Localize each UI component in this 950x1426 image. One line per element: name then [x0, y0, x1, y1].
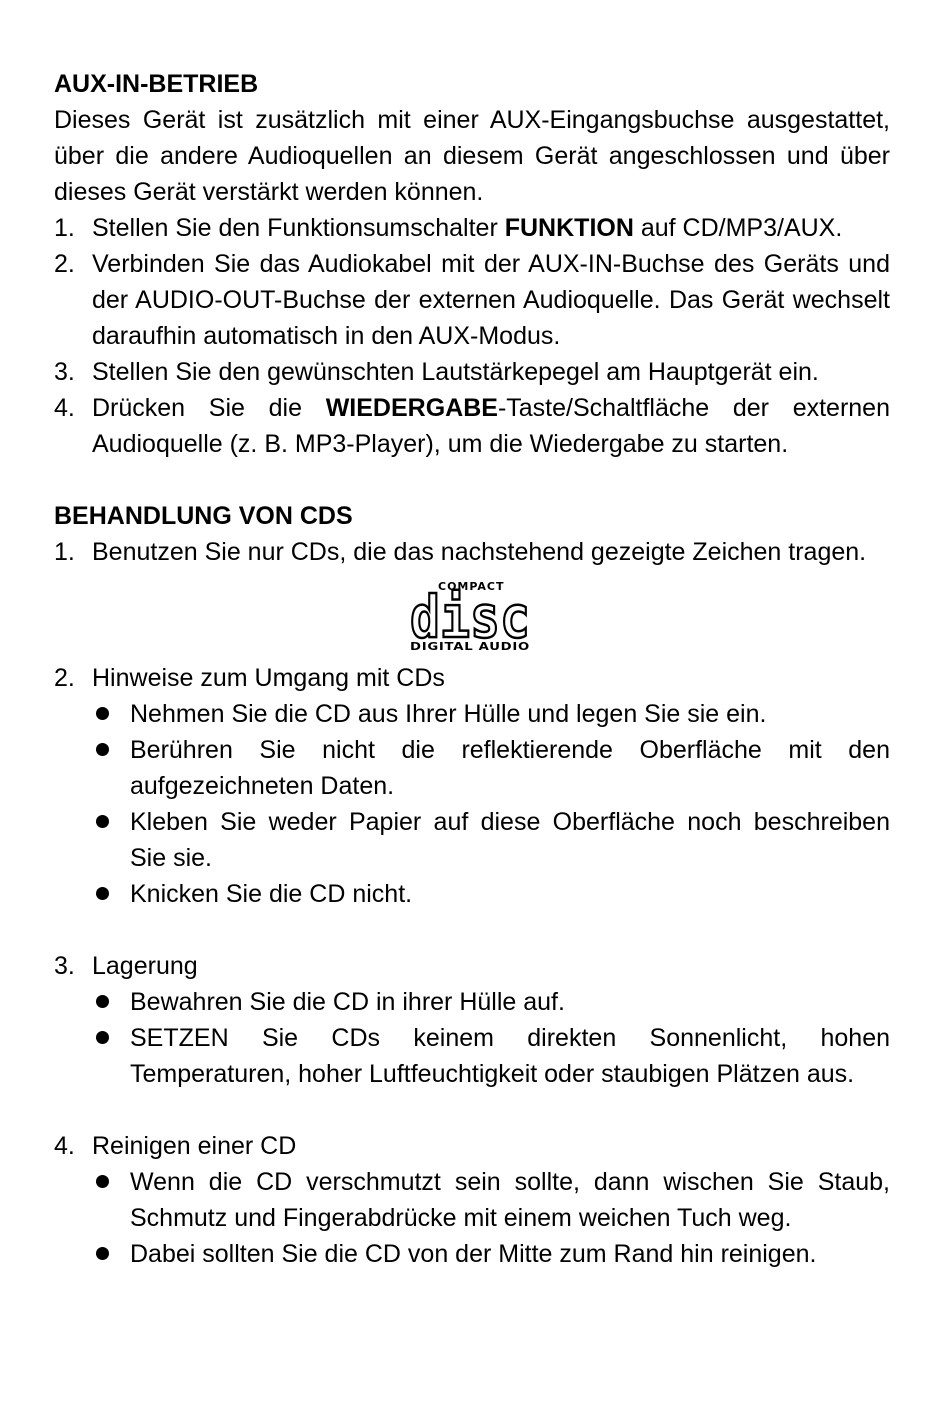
aux-step-4 [54, 390, 890, 462]
step-text-bold: FUNKTION [504, 214, 634, 242]
bullet-icon [96, 1031, 109, 1044]
aux-step-3 [54, 354, 890, 390]
step-text-bold: WIEDERGABE [325, 394, 498, 422]
bullet-item [54, 804, 890, 876]
step-text: Stellen Sie den gewünschten Lautstärkepegel am Hauptgerät ein. [92, 358, 819, 386]
item-number: 4. [54, 1132, 75, 1160]
bullet-icon [96, 1247, 109, 1260]
logo-main-text: disc [410, 583, 530, 651]
bullet-text: SETZEN Sie CDs keinem direkten Sonnenlicht, hohen Temperaturen, hoher Luftfeuchtigkeit oder staubigen Plätzen aus. [130, 1024, 890, 1088]
step-number: 2. [54, 250, 75, 278]
cds-item-1 [54, 534, 890, 570]
bullet-item [54, 732, 890, 804]
logo-top-text: COMPACT [438, 580, 505, 593]
item-number: 2. [54, 664, 75, 692]
item-title: Lagerung [92, 952, 198, 980]
bullet-icon [96, 707, 109, 720]
bullet-icon [96, 995, 109, 1008]
section-spacer [54, 912, 890, 948]
logo-bottom-text: DIGITAL AUDIO [410, 640, 530, 652]
bullet-icon [96, 887, 109, 900]
bullet-item [54, 1164, 890, 1236]
aux-intro: Dieses Gerät ist zusätzlich mit einer AUX-Eingangsbuchse ausgestattet, über die andere Audioquellen an diesem Gerät angeschlossen und über dieses Gerät verstärkt werden können. [54, 106, 890, 206]
bullet-item [54, 1020, 890, 1092]
step-text-pre: Stellen Sie den Funktionsumschalter [92, 214, 505, 242]
cds-heading: BEHANDLUNG VON CDS [54, 502, 353, 530]
step-text: Verbinden Sie das Audiokabel mit der AUX-IN-Buchse des Geräts und der AUDIO-OUT-Buchse der externen Audioquelle. Das Gerät wechselt daraufhin automatisch in den AUX-Modus. [92, 250, 890, 350]
item-title: Hinweise zum Umgang mit CDs [92, 664, 445, 692]
bullet-text: Dabei sollten Sie die CD von der Mitte zum Rand hin reinigen. [130, 1240, 817, 1268]
aux-heading: AUX-IN-BETRIEB [54, 70, 259, 98]
compact-disc-logo-icon [410, 580, 534, 652]
step-text-post: -Taste/Schaltfläche der externen Audioquelle (z. B. MP3-Player), um die Wiedergabe zu starten. [92, 394, 890, 458]
bullet-item [54, 876, 890, 912]
step-text-post: auf CD/MP3/AUX. [633, 214, 843, 242]
item-text: Benutzen Sie nur CDs, die das nachstehend gezeigte Zeichen tragen. [92, 538, 867, 566]
step-number: 1. [54, 214, 75, 242]
item-number: 3. [54, 952, 75, 980]
bullet-text: Kleben Sie weder Papier auf diese Oberfläche noch beschreiben Sie sie. [130, 808, 890, 872]
bullet-item [54, 696, 890, 732]
compact-disc-logo [54, 570, 890, 660]
aux-step-2 [54, 246, 890, 354]
item-number: 1. [54, 538, 75, 566]
bullet-text: Berühren Sie nicht die reflektierende Oberfläche mit den aufgezeichneten Daten. [130, 736, 890, 800]
cds-item-2 [54, 660, 890, 696]
bullet-item [54, 1236, 890, 1272]
section-spacer [54, 1092, 890, 1128]
bullet-text: Nehmen Sie die CD aus Ihrer Hülle und legen Sie sie ein. [130, 700, 767, 728]
section-spacer [54, 462, 890, 498]
bullet-text: Bewahren Sie die CD in ihrer Hülle auf. [130, 988, 565, 1016]
item-title: Reinigen einer CD [92, 1132, 297, 1160]
cds-item-4 [54, 1128, 890, 1164]
bullet-text: Knicken Sie die CD nicht. [130, 880, 413, 908]
step-number: 3. [54, 358, 75, 386]
bullet-item [54, 984, 890, 1020]
bullet-icon [96, 743, 109, 756]
bullet-text: Wenn die CD verschmutzt sein sollte, dann wischen Sie Staub, Schmutz und Fingerabdrücke mit einem weichen Tuch weg. [130, 1168, 890, 1232]
step-text-pre: Drücken Sie die [92, 394, 326, 422]
cds-item-3 [54, 948, 890, 984]
bullet-icon [96, 1175, 109, 1188]
bullet-icon [96, 815, 109, 828]
step-number: 4. [54, 394, 75, 422]
manual-page [54, 66, 890, 1272]
aux-step-1 [54, 210, 890, 246]
